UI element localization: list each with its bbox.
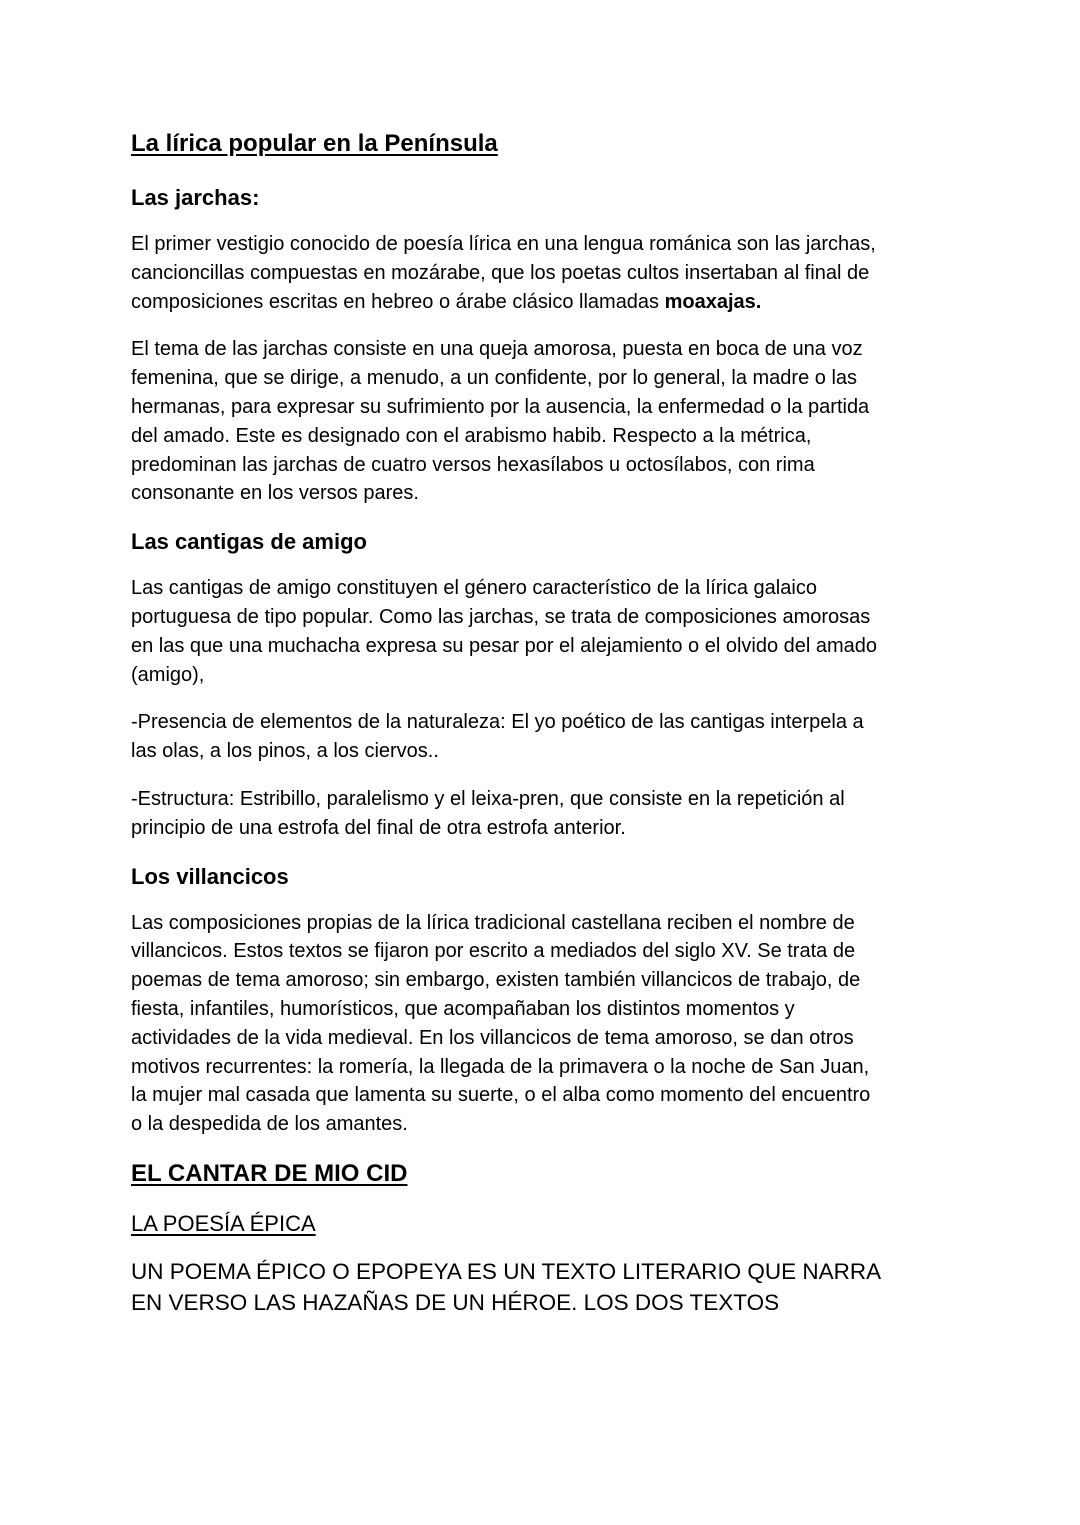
heading-villancicos: Los villancicos: [131, 863, 289, 889]
heading-jarchas: Las jarchas:: [131, 185, 260, 210]
paragraph-poema-epico: UN POEMA ÉPICO O EPOPEYA ES UN TEXTO LITERARIO QUE NARRA EN VERSO LAS HAZAÑAS DE UN HÉROE. LOS DOS TEXTOS: [131, 1258, 882, 1316]
heading-poesia-epica: LA POESÍA ÉPICA: [131, 1210, 316, 1236]
paragraph-villancicos: Las composiciones propias de la lírica tradicional castellana reciben el nombre de villancicos. Estos textos se fijaron por escrito a mediados del siglo XV. Se trata de poemas de tema amoroso; sin embargo, existen también villancicos de trabajo, de fiesta, infantiles, humorísticos, que acompañaban los distintos momentos y actividades de la vida medieval. En los villancicos de tema amoroso, se dan otros motivos recurrentes: la romería, la llegada de la primavera o la noche de San Juan, la mujer mal casada que lamenta su suerte, o el alba como momento del encuentro o la despedida de los amantes.: [131, 911, 871, 1136]
paragraph-jarchas-intro: [131, 230, 961, 316]
term-moaxajas: moaxajas.: [664, 290, 762, 313]
heading-cantar-mio-cid: EL CANTAR DE MIO CID: [131, 1159, 408, 1187]
paragraph-jarchas-tema: El tema de las jarchas consiste en una queja amorosa, puesta en boca de una voz femenina, que se dirige, a menudo, a un confidente, por lo general, la madre o las hermanas, para expresar su sufrimiento por la ausencia, la enfermedad o la partida del amado. Este es designado con el arabismo habib. Respecto a la métrica, predominan las jarchas de cuatro versos hexasílabos u octosílabos, con rima consonante en los versos pares.: [131, 338, 870, 505]
paragraph-cantigas-naturaleza: -Presencia de elementos de la naturaleza: El yo poético de las cantigas interpela a las olas, a los pinos, a los ciervos..: [131, 711, 864, 763]
page-title: La lírica popular en la Península: [131, 130, 498, 157]
paragraph-cantigas-intro: Las cantigas de amigo constituyen el género característico de la lírica galaico portuguesa de tipo popular. Como las jarchas, se trata de composiciones amorosas en las que una muchacha expresa su pesar por el alejamiento o el olvido del amado (amigo),: [131, 577, 878, 686]
paragraph-cantigas-estructura: -Estructura: Estribillo, paralelismo y el leixa-pren, que consiste en la repetición al principio de una estrofa del final de otra estrofa anterior.: [131, 787, 845, 839]
document-page: [131, 128, 961, 1319]
heading-cantigas: Las cantigas de amigo: [131, 529, 367, 555]
paragraph-jarchas-intro-text: El primer vestigio conocido de poesía lírica en una lengua románica son las jarchas, cancioncillas compuestas en mozárabe, que los poetas cultos insertaban al final de composiciones escritas en hebreo o árabe clásico llamadas: [131, 233, 876, 313]
